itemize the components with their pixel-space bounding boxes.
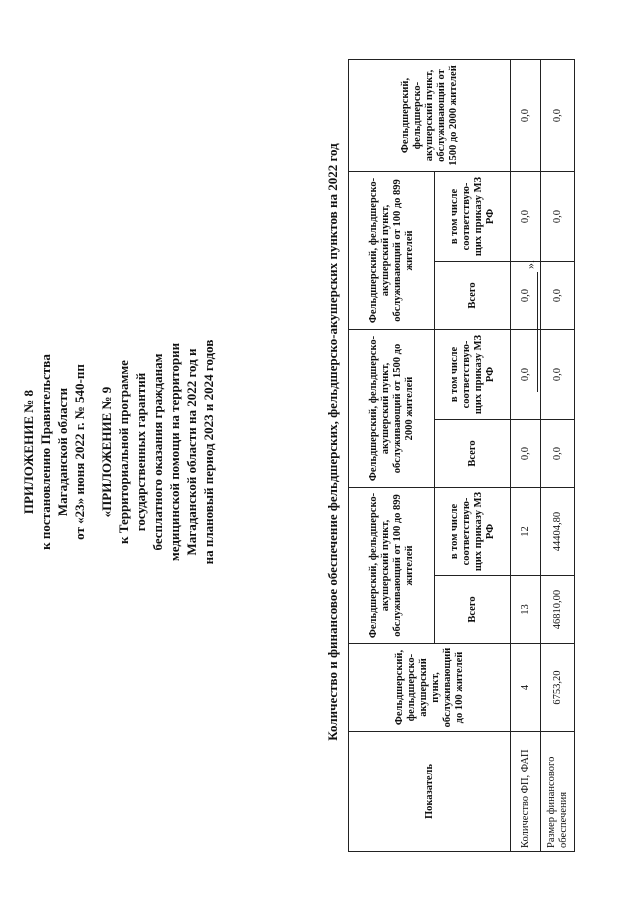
header-line: к Территориальной программе	[116, 360, 131, 544]
subheader-compliant: в том числе соответствую-щих приказу МЗ РФ	[435, 330, 511, 420]
header-line: «ПРИЛОЖЕНИЕ № 9	[99, 386, 114, 518]
header-line: к постановлению Правительства	[38, 354, 53, 550]
row-label: Размер финансового обеспечения	[541, 732, 575, 852]
subheader-total: Всего	[435, 262, 511, 330]
document-header	[20, 22, 217, 882]
header-line: от «23» июня 2022 г. № 540-пп	[72, 364, 87, 540]
table-cell: 0,0	[511, 330, 541, 420]
subheader-total: Всего	[435, 420, 511, 488]
header-group-100-899: Фельдшерский, фельдшерско-акушерский пункт, обслуживающий от 100 до 899 жителей	[349, 488, 435, 644]
table-cell: 0,0	[511, 262, 541, 330]
table-cell: 12	[511, 488, 541, 576]
table-cell: 0,0	[511, 420, 541, 488]
table-cell: 13	[511, 576, 541, 644]
table-cell: 0,0	[511, 172, 541, 262]
header-line: медицинской помощи на территории	[167, 342, 182, 562]
table-cell: 0,0	[541, 60, 575, 172]
table-cell: 0,0	[541, 172, 575, 262]
subheader-compliant: в том числе соответствую-щих приказу МЗ РФ	[435, 488, 511, 576]
row-label: Количество ФП, ФАП	[511, 732, 541, 852]
closing-quote	[523, 260, 538, 392]
table-cell: 0,0	[541, 262, 575, 330]
header-indicator: Показатель	[349, 732, 511, 852]
funding-table	[348, 59, 575, 852]
header-1500-2000-last: Фельдшерский, фельдшерско-акушерский пункт, обслуживающий от 1500 до 2000 жителей	[349, 60, 511, 172]
table-row	[511, 60, 541, 852]
header-line: Магаданской области	[55, 387, 70, 517]
table-cell: 0,0	[541, 330, 575, 420]
header-line: бесплатного оказания гражданам	[150, 353, 165, 551]
table-cell: 44404,80	[541, 488, 575, 576]
table-cell: 46810,00	[541, 576, 575, 644]
table-cell: 0,0	[511, 60, 541, 172]
header-group-1500-2000: Фельдшерский, фельдшерско-акушерский пункт, обслуживающий от 1500 до 2000 жителей	[349, 330, 435, 488]
header-line: на плановый период 2023 и 2024 годов	[201, 339, 216, 565]
closing-quote-text: ».	[523, 260, 537, 269]
signature-line	[537, 272, 538, 392]
header-line: ПРИЛОЖЕНИЕ № 8	[21, 389, 36, 515]
subheader-compliant: в том числе соответствую-щих приказу МЗ РФ	[435, 172, 511, 262]
rotated-page	[20, 22, 620, 882]
table-cell: 6753,20	[541, 644, 575, 732]
header-line: Магаданской области на 2022 год и	[184, 348, 199, 556]
table-cell: 0,0	[541, 420, 575, 488]
header-line: государственных гарантий	[133, 372, 148, 532]
header-group-100-899-b: Фельдшерский, фельдшерско-акушерский пункт, обслуживающий от 100 до 899 жителей	[349, 172, 435, 330]
table-row	[541, 60, 575, 852]
header-up-to-100: Фельдшерский, фельдшерско-акушерский пункт, обслуживающий до 100 жителей	[349, 644, 511, 732]
table-cell: 4	[511, 644, 541, 732]
subheader-total: Всего	[435, 576, 511, 644]
table-title: Количество и финансовое обеспечение фельдшерских, фельдшерско-акушерских пунктов на 2022 год	[325, 143, 340, 741]
